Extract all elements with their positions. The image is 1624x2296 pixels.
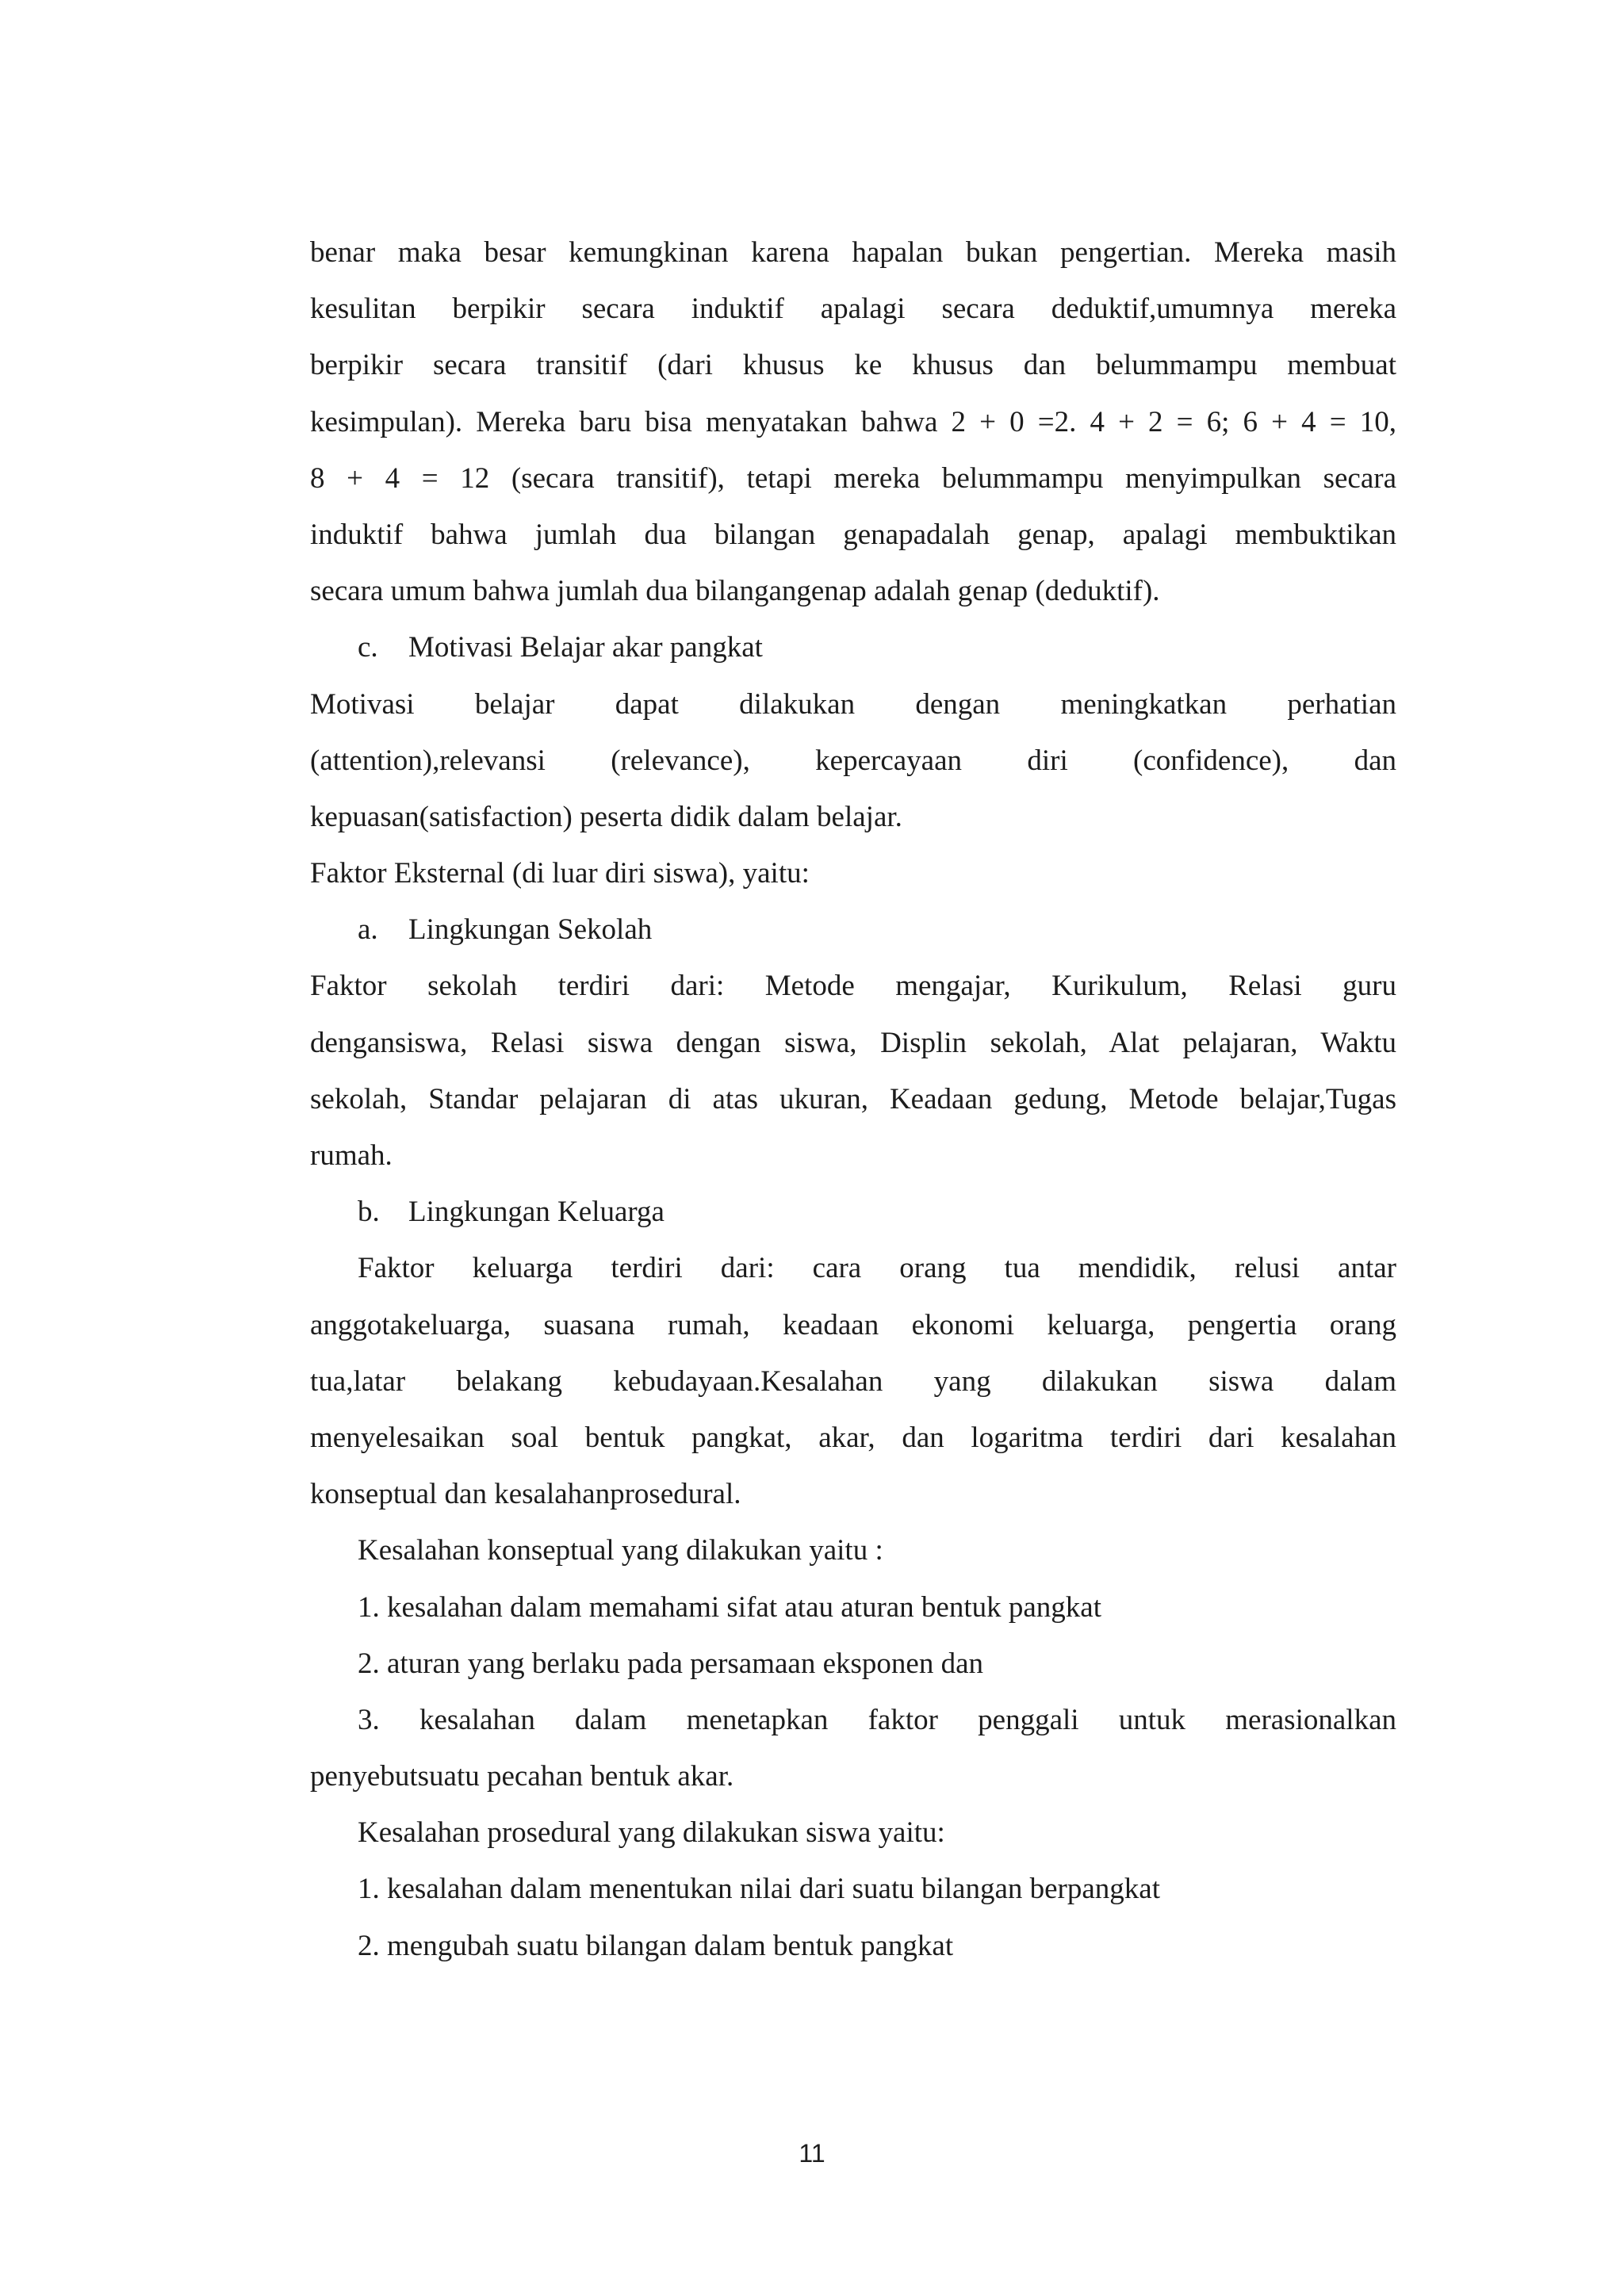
list-item-a <box>310 901 1396 958</box>
text-line: induktif bahwa jumlah dua bilangan genapadalah genap, apalagi membuktikan <box>310 518 1396 551</box>
text-line: Kesalahan konseptual yang dilakukan yaitu : <box>358 1534 883 1567</box>
subheading: Lingkungan Sekolah <box>408 913 653 947</box>
list-item-c <box>310 619 1396 675</box>
text-line: menyelesaikan soal bentuk pangkat, akar, dan logaritma terdiri dari kesalahan <box>310 1421 1396 1454</box>
text-line: penyebutsuatu pecahan bentuk akar. <box>310 1760 734 1793</box>
section-heading: Faktor Eksternal (di luar diri siswa), yaitu: <box>310 857 810 890</box>
subheading: Motivasi Belajar akar pangkat <box>408 631 763 664</box>
list-item: 1. kesalahan dalam memahami sifat atau aturan bentuk pangkat <box>358 1590 1102 1624</box>
text-line: berpikir secara transitif (dari khusus ke khusus dan belummampu membuat <box>310 349 1396 382</box>
text-line: Kesalahan prosedural yang dilakukan siswa yaitu: <box>358 1816 945 1850</box>
text-line: tua,latar belakang kebudayaan.Kesalahan yang dilakukan siswa dalam <box>310 1364 1396 1398</box>
list-item: 2. aturan yang berlaku pada persamaan eksponen dan <box>358 1647 984 1680</box>
list-marker: a. <box>358 913 378 947</box>
text-line: Faktor sekolah terdiri dari: Metode mengajar, Kurikulum, Relasi guru <box>310 970 1396 1003</box>
text-line: dengansiswa, Relasi siswa dengan siswa, Displin sekolah, Alat pelajaran, Waktu <box>310 1026 1396 1059</box>
list-item: 3. kesalahan dalam menetapkan faktor penggali untuk merasionalkan <box>358 1703 1396 1736</box>
text-line: Faktor keluarga terdiri dari: cara orang tua mendidik, relusi antar <box>358 1252 1396 1285</box>
text-line: secara umum bahwa jumlah dua bilangangenap adalah genap (deduktif). <box>310 575 1160 608</box>
text-line: kesulitan berpikir secara induktif apalagi secara deduktif,umumnya mereka <box>310 293 1396 326</box>
text-line: 8 + 4 = 12 (secara transitif), tetapi mereka belummampu menyimpulkan secara <box>310 461 1396 495</box>
list-item-b <box>310 1184 1396 1240</box>
body-text <box>310 224 1396 1974</box>
list-marker: c. <box>358 631 378 664</box>
list-marker: b. <box>358 1196 380 1229</box>
text-line: kepuasan(satisfaction) peserta didik dalam belajar. <box>310 800 902 833</box>
text-line: (attention),relevansi (relevance), kepercayaan diri (confidence), dan <box>310 744 1396 777</box>
text-line: konseptual dan kesalahanprosedural. <box>310 1478 741 1511</box>
text-line: anggotakeluarga, suasana rumah, keadaan ekonomi keluarga, pengertia orang <box>310 1308 1396 1341</box>
text-line: benar maka besar kemungkinan karena hapalan bukan pengertian. Mereka masih <box>310 236 1396 269</box>
text-line: rumah. <box>310 1139 393 1172</box>
list-item: 1. kesalahan dalam menentukan nilai dari suatu bilangan berpangkat <box>358 1873 1161 1906</box>
subheading: Lingkungan Keluarga <box>408 1196 665 1229</box>
text-line: kesimpulan). Mereka baru bisa menyatakan bahwa 2 + 0 =2. 4 + 2 = 6; 6 + 4 = 10, <box>310 405 1396 438</box>
text-line: Motivasi belajar dapat dilakukan dengan meningkatkan perhatian <box>310 687 1396 721</box>
list-item: 2. mengubah suatu bilangan dalam bentuk pangkat <box>358 1929 954 1962</box>
text-line: sekolah, Standar pelajaran di atas ukuran, Keadaan gedung, Metode belajar,Tugas <box>310 1082 1396 1115</box>
page-number: 11 <box>799 2139 825 2168</box>
